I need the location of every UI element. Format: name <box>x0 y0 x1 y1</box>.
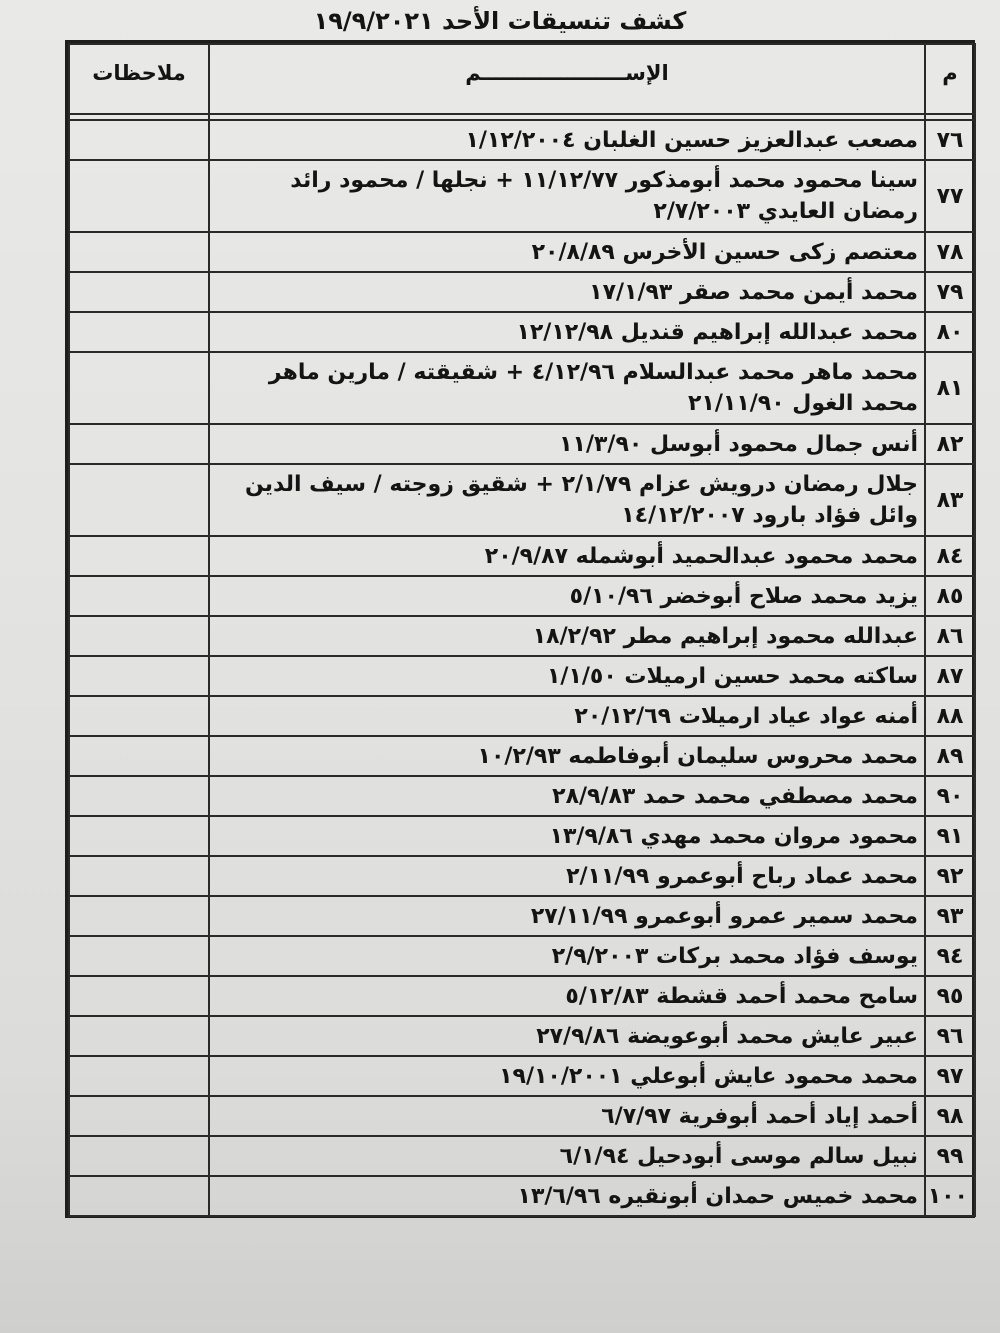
row-notes <box>69 1176 209 1216</box>
row-number: ٧٨ <box>925 232 975 272</box>
row-notes <box>69 312 209 352</box>
header-name: الإســــــــــــــــــــم <box>209 44 925 114</box>
row-number: ٨٩ <box>925 736 975 776</box>
row-name: يوسف فؤاد محمد بركات ٢/٩/٢٠٠٣ <box>209 936 925 976</box>
row-number: ٨٥ <box>925 576 975 616</box>
table-row <box>69 1176 975 1216</box>
row-name: يزيد محمد صلاح أبوخضر ٥/١٠/٩٦ <box>209 576 925 616</box>
row-name: سينا محمود محمد أبومذكور ١١/١٢/٧٧ + نجلها / محمود رائد رمضان العايدي ٢/٧/٢٠٠٣ <box>209 160 925 232</box>
row-name: محمد عبدالله إبراهيم قنديل ١٢/١٢/٩٨ <box>209 312 925 352</box>
row-number: ٨٤ <box>925 536 975 576</box>
row-number: ٨٨ <box>925 696 975 736</box>
row-notes <box>69 816 209 856</box>
table-row <box>69 736 975 776</box>
table-row <box>69 656 975 696</box>
table-row <box>69 816 975 856</box>
row-number: ٨٧ <box>925 656 975 696</box>
row-number: ٩٧ <box>925 1056 975 1096</box>
page-title: كشف تنسيقات الأحد ١٩/٩/٢٠٢١ <box>313 7 687 35</box>
row-number: ٩٥ <box>925 976 975 1016</box>
row-name: محمد أيمن محمد صقر ١٧/١/٩٣ <box>209 272 925 312</box>
row-notes <box>69 120 209 160</box>
row-number: ٩٣ <box>925 896 975 936</box>
header-number: م <box>925 44 975 114</box>
row-name: عبير عايش محمد أبوعويضة ٢٧/٩/٨٦ <box>209 1016 925 1056</box>
row-number: ٩٩ <box>925 1136 975 1176</box>
table-row <box>69 312 975 352</box>
row-number: ٨٣ <box>925 464 975 536</box>
row-number: ٨٠ <box>925 312 975 352</box>
table-row <box>69 976 975 1016</box>
row-name: أنس جمال محمود أبوسل ١١/٣/٩٠ <box>209 424 925 464</box>
row-name: محمد مصطفي محمد حمد ٢٨/٩/٨٣ <box>209 776 925 816</box>
row-number: ٧٧ <box>925 160 975 232</box>
table-row <box>69 536 975 576</box>
table-row <box>69 120 975 160</box>
row-number: ٧٩ <box>925 272 975 312</box>
row-notes <box>69 696 209 736</box>
row-name: محمد خميس حمدان أبونقيره ١٣/٦/٩٦ <box>209 1176 925 1216</box>
row-number: ٨٦ <box>925 616 975 656</box>
row-number: ٧٦ <box>925 120 975 160</box>
row-name: نبيل سالم موسى أبودحيل ٦/١/٩٤ <box>209 1136 925 1176</box>
row-notes <box>69 1056 209 1096</box>
row-number: ٩٢ <box>925 856 975 896</box>
table-row <box>69 424 975 464</box>
row-number: ٩٠ <box>925 776 975 816</box>
table-header-row <box>69 44 975 114</box>
row-notes <box>69 352 209 424</box>
row-number: ٨٢ <box>925 424 975 464</box>
row-name: محمد محمود عايش أبوعلي ١٩/١٠/٢٠٠١ <box>209 1056 925 1096</box>
row-name: محمد محروس سليمان أبوفاطمه ١٠/٢/٩٣ <box>209 736 925 776</box>
row-name: ساكته محمد حسين ارميلات ١/١/٥٠ <box>209 656 925 696</box>
row-name: محمد عماد رباح أبوعمرو ٢/١١/٩٩ <box>209 856 925 896</box>
row-notes <box>69 856 209 896</box>
row-name: عبدالله محمود إبراهيم مطر ١٨/٢/٩٢ <box>209 616 925 656</box>
row-notes <box>69 232 209 272</box>
table-row <box>69 352 975 424</box>
table-body <box>69 114 975 1216</box>
row-notes <box>69 976 209 1016</box>
table-row <box>69 856 975 896</box>
row-number: ٩٨ <box>925 1096 975 1136</box>
row-name: أحمد إياد أحمد أبوفرية ٦/٧/٩٧ <box>209 1096 925 1136</box>
row-name: محمد محمود عبدالحميد أبوشمله ٢٠/٩/٨٧ <box>209 536 925 576</box>
row-number: ١٠٠ <box>925 1176 975 1216</box>
row-notes <box>69 896 209 936</box>
table-row <box>69 1016 975 1056</box>
header-notes: ملاحظات <box>69 44 209 114</box>
row-notes <box>69 160 209 232</box>
row-notes <box>69 1016 209 1056</box>
row-notes <box>69 536 209 576</box>
table-row <box>69 160 975 232</box>
table-row <box>69 936 975 976</box>
row-notes <box>69 616 209 656</box>
row-notes <box>69 424 209 464</box>
table-row <box>69 272 975 312</box>
row-name: محمد سمير عمرو أبوعمرو ٢٧/١١/٩٩ <box>209 896 925 936</box>
row-notes <box>69 576 209 616</box>
table-row <box>69 776 975 816</box>
row-notes <box>69 776 209 816</box>
row-notes <box>69 936 209 976</box>
row-notes <box>69 736 209 776</box>
table-row <box>69 232 975 272</box>
row-number: ٩٦ <box>925 1016 975 1056</box>
row-notes <box>69 1096 209 1136</box>
row-name: جلال رمضان درويش عزام ٢/١/٧٩ + شقيق زوجته / سيف الدين وائل فؤاد بارود ١٤/١٢/٢٠٠٧ <box>209 464 925 536</box>
row-name: محمد ماهر محمد عبدالسلام ٤/١٢/٩٦ + شقيقته / مارين ماهر محمد الغول ٢١/١١/٩٠ <box>209 352 925 424</box>
row-notes <box>69 656 209 696</box>
table-row <box>69 696 975 736</box>
row-name: معتصم زكى حسين الأخرس ٢٠/٨/٨٩ <box>209 232 925 272</box>
row-name: مصعب عبدالعزيز حسين الغلبان ١/١٢/٢٠٠٤ <box>209 120 925 160</box>
row-name: محمود مروان محمد مهدي ١٣/٩/٨٦ <box>209 816 925 856</box>
names-table <box>68 43 976 1217</box>
row-name: سامح محمد أحمد قشطة ٥/١٢/٨٣ <box>209 976 925 1016</box>
table-row <box>69 896 975 936</box>
row-number: ٨١ <box>925 352 975 424</box>
table-row <box>69 1096 975 1136</box>
row-name: أمنه عواد عياد ارميلات ٢٠/١٢/٦٩ <box>209 696 925 736</box>
table-row <box>69 464 975 536</box>
table-row <box>69 1136 975 1176</box>
row-number: ٩٤ <box>925 936 975 976</box>
table-row <box>69 576 975 616</box>
row-number: ٩١ <box>925 816 975 856</box>
table-row <box>69 1056 975 1096</box>
row-notes <box>69 272 209 312</box>
row-notes <box>69 1136 209 1176</box>
table-row <box>69 616 975 656</box>
names-table-frame <box>65 40 975 1218</box>
row-notes <box>69 464 209 536</box>
